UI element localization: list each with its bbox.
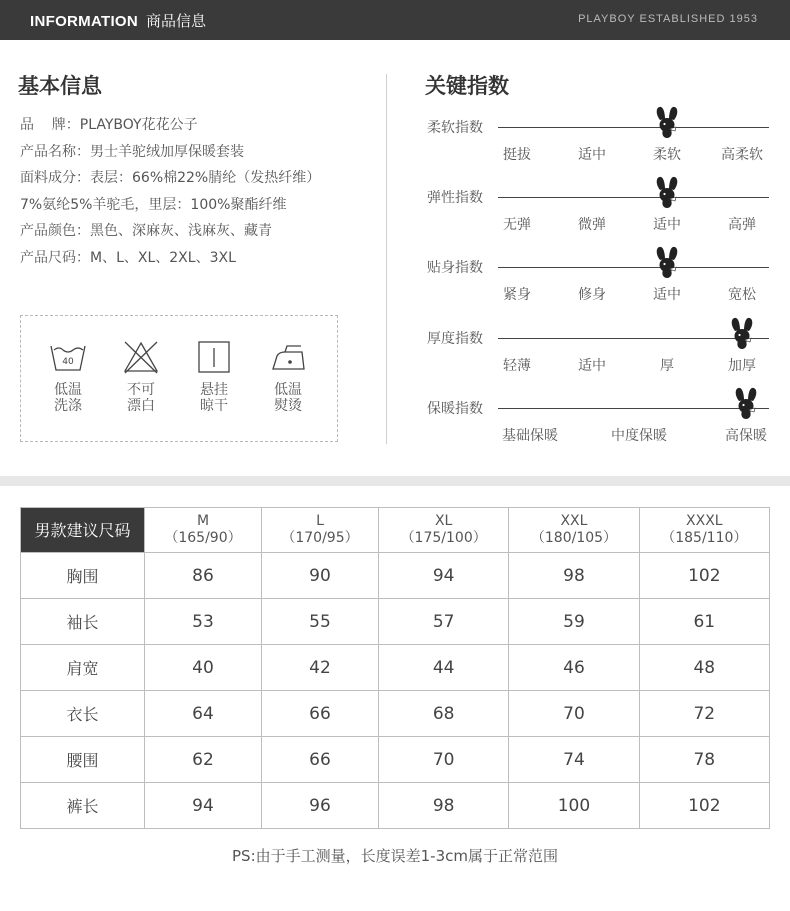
size-col-label: XXL bbox=[560, 513, 588, 529]
info-line-fabric: 面料成分：表层：66%棉22%腈纶（发热纤维） bbox=[20, 170, 321, 187]
table-cell: 68 bbox=[379, 691, 509, 737]
size-col-label: XL bbox=[434, 513, 453, 529]
key-index-title: 关键指数 bbox=[425, 74, 509, 98]
care-instructions-box bbox=[20, 315, 338, 442]
index-scale-line bbox=[498, 197, 769, 198]
size-col-spec: （170/95） bbox=[281, 530, 359, 546]
table-row bbox=[21, 691, 770, 737]
header-title-en: INFORMATION bbox=[30, 13, 139, 30]
index-option: 适中 bbox=[653, 217, 681, 233]
index-option: 中度保暖 bbox=[611, 428, 667, 444]
info-line-sizes: 产品尺码：M、L、XL、2XL、3XL bbox=[20, 249, 236, 266]
table-row bbox=[21, 783, 770, 829]
size-col-spec: （175/100） bbox=[400, 530, 487, 546]
index-label: 厚度指数 bbox=[427, 331, 483, 347]
table-cell: 90 bbox=[262, 553, 379, 599]
table-cell: 70 bbox=[509, 691, 639, 737]
info-line-name: 产品名称：男士羊驼绒加厚保暖套装 bbox=[20, 143, 244, 160]
bunny-marker-icon bbox=[654, 245, 680, 279]
size-col-xxl bbox=[509, 508, 639, 553]
index-scale-line bbox=[498, 127, 769, 128]
table-cell: 72 bbox=[639, 691, 769, 737]
index-label: 保暖指数 bbox=[427, 401, 483, 417]
size-col-label: M bbox=[196, 513, 210, 529]
wash-40-icon bbox=[49, 340, 87, 374]
table-cell: 100 bbox=[509, 783, 639, 829]
table-cell: 70 bbox=[379, 737, 509, 783]
index-option: 柔软 bbox=[653, 147, 681, 163]
bunny-marker-icon bbox=[729, 316, 755, 350]
size-col-m bbox=[145, 508, 262, 553]
size-col-l bbox=[262, 508, 379, 553]
table-cell: 94 bbox=[379, 553, 509, 599]
index-option: 厚 bbox=[660, 358, 674, 374]
size-table-body bbox=[21, 553, 770, 829]
header-bar bbox=[0, 0, 790, 40]
size-col-xxxl bbox=[639, 508, 769, 553]
size-col-spec: （180/105） bbox=[530, 530, 618, 546]
size-table-corner: 男款建议尺码 bbox=[21, 508, 145, 553]
vertical-divider bbox=[386, 74, 387, 444]
size-table bbox=[20, 507, 770, 829]
low-iron-icon bbox=[269, 340, 307, 374]
table-row bbox=[21, 553, 770, 599]
index-label: 柔软指数 bbox=[427, 120, 483, 136]
table-cell: 102 bbox=[639, 783, 769, 829]
table-cell: 94 bbox=[145, 783, 262, 829]
index-label: 弹性指数 bbox=[427, 190, 483, 206]
row-label: 胸围 bbox=[21, 553, 145, 599]
table-cell: 59 bbox=[509, 599, 639, 645]
index-option: 高弹 bbox=[728, 217, 756, 233]
index-scale-line bbox=[498, 267, 769, 268]
section-separator bbox=[0, 476, 790, 486]
size-col-xl bbox=[379, 508, 509, 553]
index-option: 紧身 bbox=[503, 287, 531, 303]
footnote: PS:由于手工测量，长度误差1-3cm属于正常范围 bbox=[232, 847, 558, 865]
table-cell: 40 bbox=[145, 645, 262, 691]
table-cell: 86 bbox=[145, 553, 262, 599]
size-table-header-row bbox=[21, 508, 770, 553]
bunny-marker-icon bbox=[654, 105, 680, 139]
index-option: 修身 bbox=[578, 287, 606, 303]
index-option: 宽松 bbox=[728, 287, 756, 303]
wash-temp: 40 bbox=[62, 357, 74, 367]
size-col-label: L bbox=[316, 513, 324, 529]
size-col-spec: （185/110） bbox=[661, 530, 748, 546]
header-title bbox=[30, 10, 206, 31]
size-col-label: XXXL bbox=[686, 513, 723, 529]
index-scale-line bbox=[498, 408, 769, 409]
index-option: 高保暖 bbox=[725, 428, 767, 444]
index-option: 挺拔 bbox=[503, 147, 531, 163]
index-option: 无弹 bbox=[503, 217, 531, 233]
table-cell: 74 bbox=[509, 737, 639, 783]
info-line-brand: 品 牌：PLAYBOY花花公子 bbox=[20, 117, 198, 133]
bunny-marker-icon bbox=[733, 386, 759, 420]
info-line-fabric-cont: 7%氨纶5%羊驼毛，里层：100%聚酯纤维 bbox=[20, 196, 287, 213]
table-cell: 55 bbox=[262, 599, 379, 645]
index-option: 适中 bbox=[578, 358, 606, 374]
table-row bbox=[21, 737, 770, 783]
row-label: 衣长 bbox=[21, 691, 145, 737]
index-option: 高柔软 bbox=[721, 147, 763, 163]
index-option: 适中 bbox=[578, 147, 606, 163]
care-item-dry bbox=[179, 340, 249, 414]
table-cell: 102 bbox=[639, 553, 769, 599]
table-cell: 66 bbox=[262, 691, 379, 737]
basic-info-title: 基本信息 bbox=[18, 74, 102, 98]
care-item-wash bbox=[33, 340, 103, 414]
basic-info-list bbox=[20, 112, 320, 272]
table-cell: 53 bbox=[145, 599, 262, 645]
care-label-bleach: 不可 漂白 bbox=[127, 382, 155, 414]
index-option: 适中 bbox=[653, 287, 681, 303]
index-option: 基础保暖 bbox=[502, 428, 558, 444]
no-bleach-icon bbox=[122, 340, 160, 374]
table-cell: 96 bbox=[262, 783, 379, 829]
size-col-spec: （165/90） bbox=[164, 530, 242, 546]
info-line-colors: 产品颜色：黑色、深麻灰、浅麻灰、藏青 bbox=[20, 223, 272, 240]
table-cell: 98 bbox=[509, 553, 639, 599]
hang-dry-icon bbox=[195, 340, 233, 374]
table-row bbox=[21, 599, 770, 645]
care-label-iron: 低温 熨烫 bbox=[274, 382, 302, 414]
brand-tagline: PLAYBOY ESTABLISHED 1953 bbox=[578, 13, 758, 25]
row-label: 腰围 bbox=[21, 737, 145, 783]
table-cell: 78 bbox=[639, 737, 769, 783]
table-cell: 46 bbox=[509, 645, 639, 691]
table-cell: 42 bbox=[262, 645, 379, 691]
table-cell: 62 bbox=[145, 737, 262, 783]
bunny-marker-icon bbox=[654, 175, 680, 209]
table-cell: 61 bbox=[639, 599, 769, 645]
table-cell: 57 bbox=[379, 599, 509, 645]
table-cell: 44 bbox=[379, 645, 509, 691]
index-option: 加厚 bbox=[728, 358, 756, 374]
care-item-bleach bbox=[106, 340, 176, 414]
index-option: 微弹 bbox=[578, 217, 606, 233]
index-option: 轻薄 bbox=[503, 358, 531, 374]
table-cell: 64 bbox=[145, 691, 262, 737]
care-label-wash: 低温 洗涤 bbox=[54, 382, 82, 414]
table-cell: 66 bbox=[262, 737, 379, 783]
table-cell: 98 bbox=[379, 783, 509, 829]
table-cell: 48 bbox=[639, 645, 769, 691]
row-label: 裤长 bbox=[21, 783, 145, 829]
row-label: 肩宽 bbox=[21, 645, 145, 691]
care-item-iron bbox=[253, 340, 323, 414]
table-row bbox=[21, 645, 770, 691]
care-label-dry: 悬挂 晾干 bbox=[200, 382, 228, 414]
header-title-cn: 商品信息 bbox=[146, 12, 207, 30]
index-label: 贴身指数 bbox=[427, 260, 483, 276]
row-label: 袖长 bbox=[21, 599, 145, 645]
